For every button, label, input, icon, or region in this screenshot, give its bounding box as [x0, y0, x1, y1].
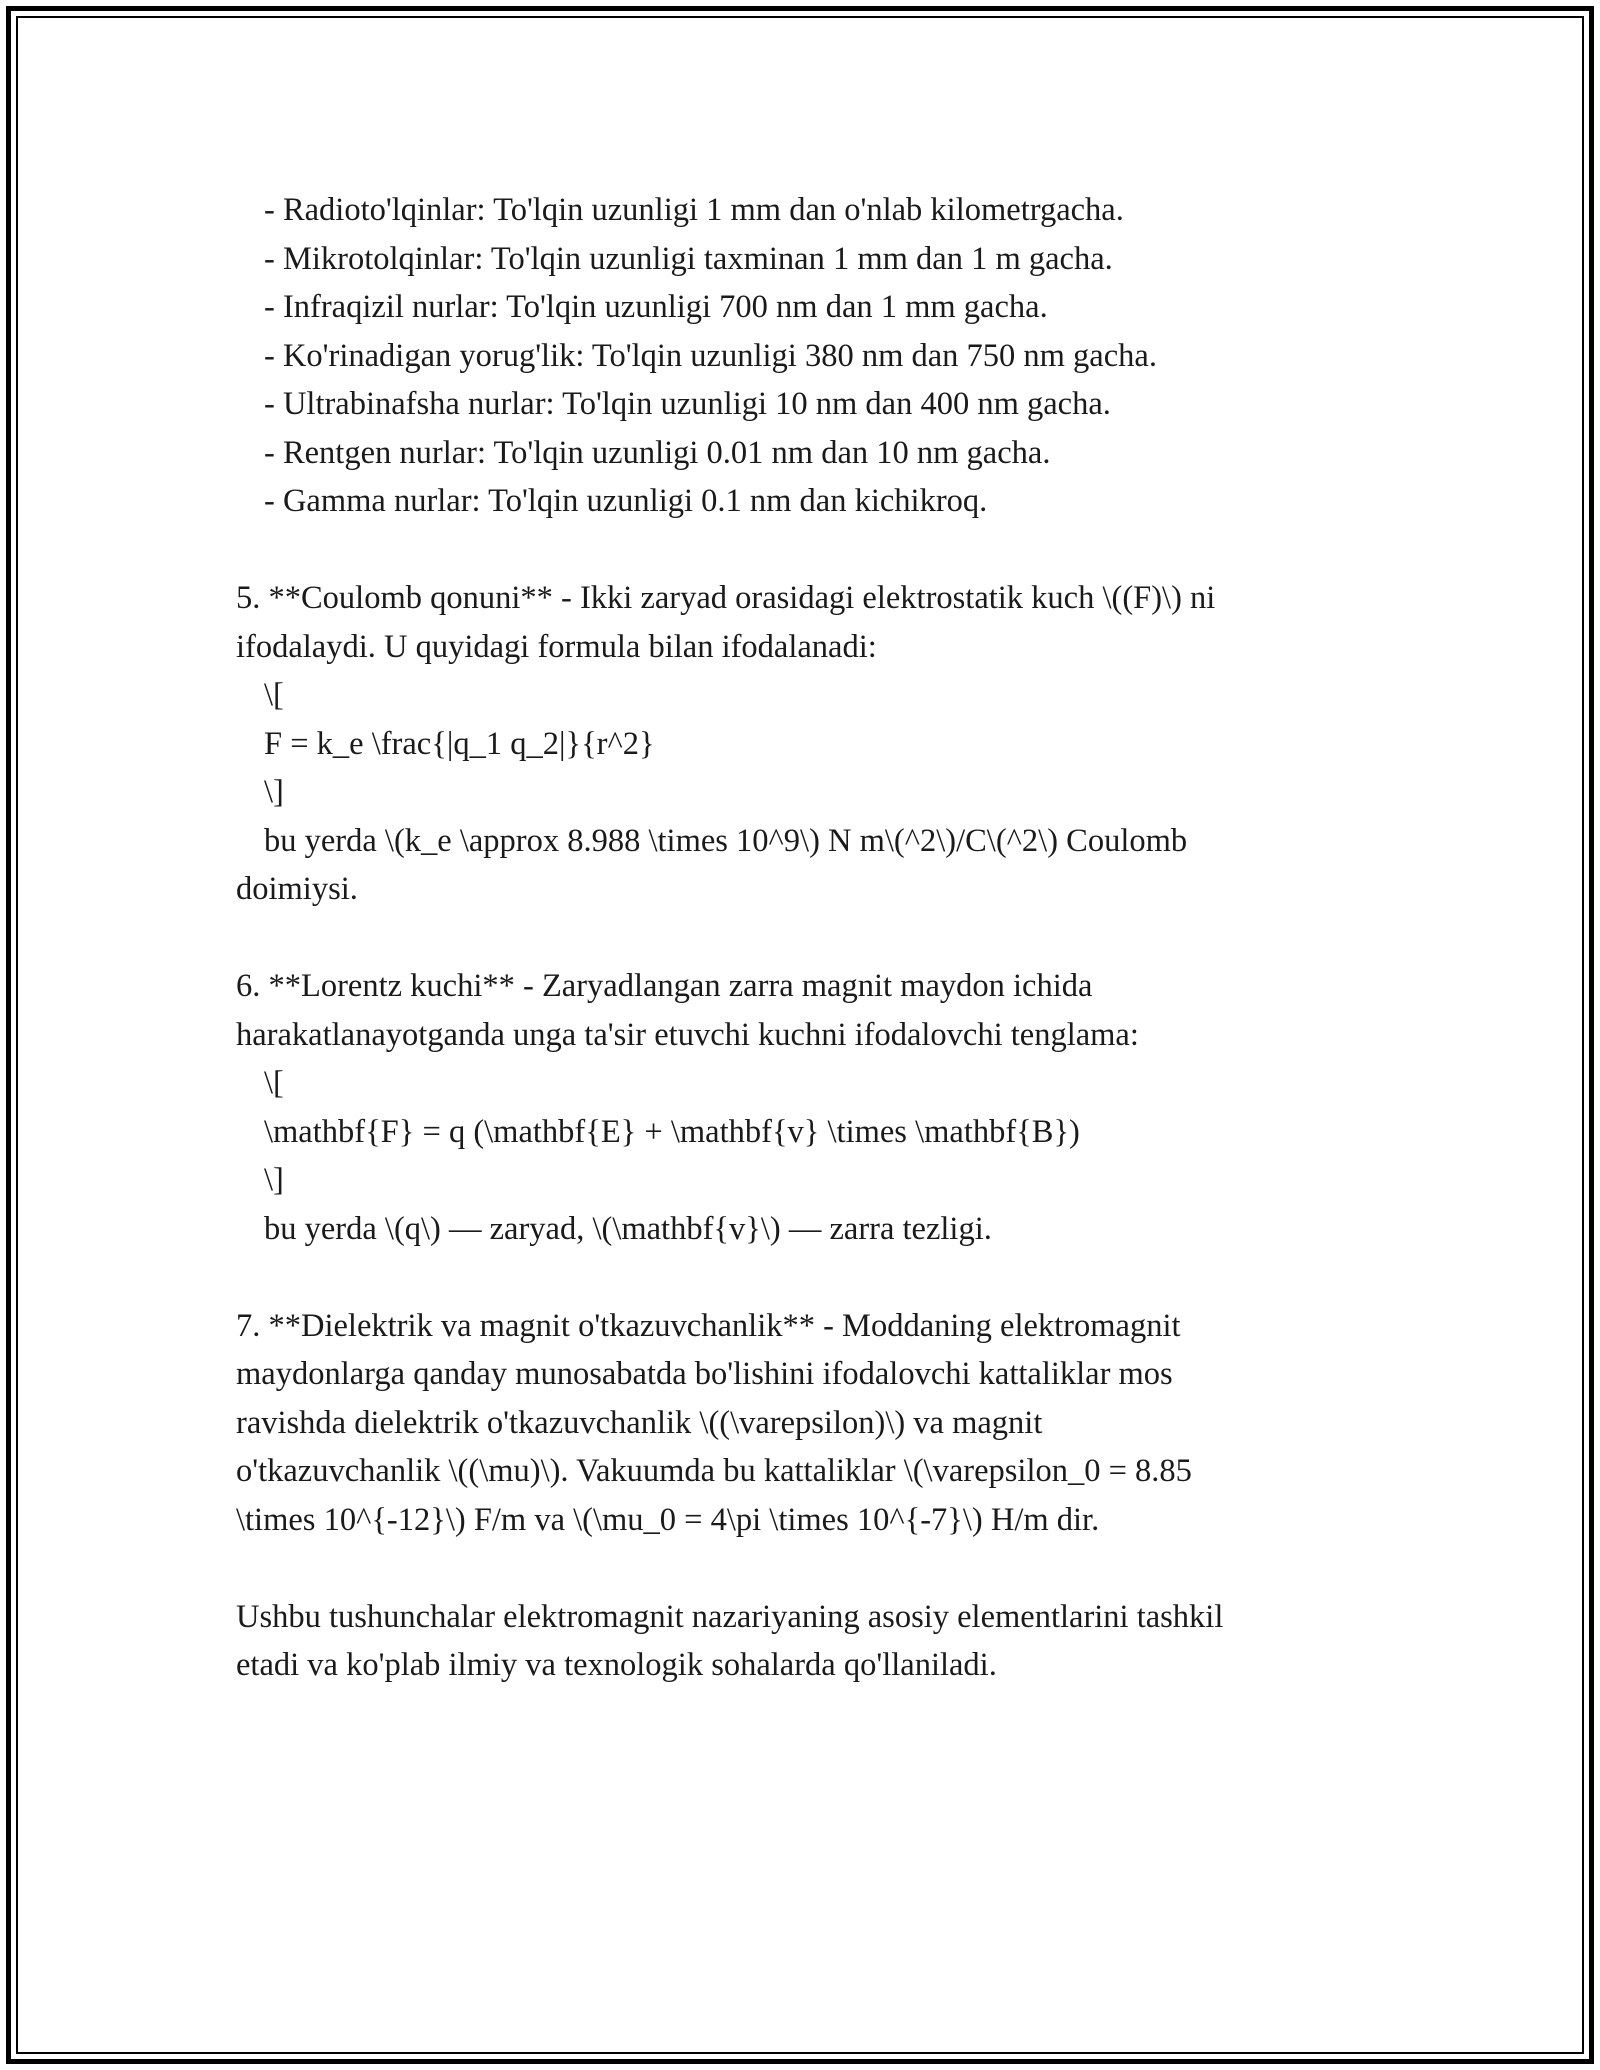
- lorentz-note: bu yerda \(q\) — zaryad, \(\mathbf{v}\) — zarra tezligi.: [264, 1210, 992, 1247]
- list-item: - Mikrotolqinlar: To'lqin uzunligi taxminan 1 mm dan 1 m gacha.: [264, 240, 1113, 277]
- conclusion-line: Ushbu tushunchalar elektromagnit nazariyaning asosiy elementlarini tashkil: [236, 1598, 1224, 1635]
- math-close-delimiter: \]: [264, 774, 284, 810]
- dielectric-line: o'tkazuvchanlik \((\mu)\). Vakuumda bu kattaliklar \(\varepsilon_0 = 8.85: [236, 1453, 1192, 1489]
- math-close-delimiter: \]: [264, 1162, 284, 1198]
- coulomb-note-line: doimiysi.: [236, 871, 358, 907]
- dielectric-section: [236, 1302, 1366, 1545]
- lorentz-intro-line: 6. **Lorentz kuchi** - Zaryadlangan zarra magnit maydon ichida: [236, 968, 1093, 1004]
- coulomb-formula: F = k_e \frac{|q_1 q_2|}{r^2}: [264, 725, 655, 762]
- conclusion-section: [236, 1593, 1366, 1690]
- lorentz-formula: \mathbf{F} = q (\mathbf{E} + \mathbf{v} \times \mathbf{B}): [264, 1113, 1080, 1150]
- dielectric-line: ravishda dielektrik o'tkazuvchanlik \((\varepsilon)\) va magnit: [236, 1404, 1043, 1441]
- coulomb-intro-line: ifodalaydi. U quyidagi formula bilan ifodalanadi:: [236, 628, 877, 665]
- coulomb-note-line: bu yerda \(k_e \approx 8.988 \times 10^9\) N m\(^2\)/C\(^2\) Coulomb: [264, 822, 1188, 859]
- list-item: - Ultrabinafsha nurlar: To'lqin uzunligi 10 nm dan 400 nm gacha.: [264, 386, 1111, 422]
- dielectric-line: 7. **Dielektrik va magnit o'tkazuvchanlik** - Moddaning elektromagnit: [236, 1307, 1181, 1344]
- dielectric-line: \times 10^{-12}\) F/m va \(\mu_0 = 4\pi \times 10^{-7}\) H/m dir.: [236, 1501, 1100, 1538]
- list-item: - Infraqizil nurlar: To'lqin uzunligi 700 nm dan 1 mm gacha.: [264, 289, 1048, 325]
- list-item: - Radioto'lqinlar: To'lqin uzunligi 1 mm dan o'nlab kilometrgacha.: [264, 192, 1124, 228]
- paragraph-gap: [236, 914, 1366, 963]
- lorentz-section: [236, 962, 1366, 1253]
- dielectric-line: maydonlarga qanday munosabatda bo'lishini ifodalovchi kattaliklar mos: [236, 1356, 1173, 1392]
- lorentz-intro-line: harakatlanayotganda unga ta'sir etuvchi kuchni ifodalovchi tenglama:: [236, 1016, 1139, 1053]
- conclusion-line: etadi va ko'plab ilmiy va texnologik sohalarda qo'llaniladi.: [236, 1647, 997, 1683]
- math-open-delimiter: \[: [264, 677, 284, 713]
- list-item: - Ko'rinadigan yorug'lik: To'lqin uzunligi 380 nm dan 750 nm gacha.: [264, 337, 1157, 374]
- coulomb-intro-line: 5. **Coulomb qonuni** - Ikki zaryad orasidagi elektrostatik kuch \((F)\) ni: [236, 580, 1216, 616]
- document-body: [236, 186, 1366, 1690]
- list-item: - Gamma nurlar: To'lqin uzunligi 0.1 nm dan kichikroq.: [264, 483, 988, 519]
- paragraph-gap: [236, 526, 1366, 575]
- coulomb-section: [236, 574, 1366, 914]
- paragraph-gap: [236, 1253, 1366, 1302]
- spectrum-list: [236, 186, 1366, 526]
- list-item: - Rentgen nurlar: To'lqin uzunligi 0.01 nm dan 10 nm gacha.: [264, 434, 1051, 471]
- paragraph-gap: [236, 1544, 1366, 1593]
- math-open-delimiter: \[: [264, 1065, 284, 1101]
